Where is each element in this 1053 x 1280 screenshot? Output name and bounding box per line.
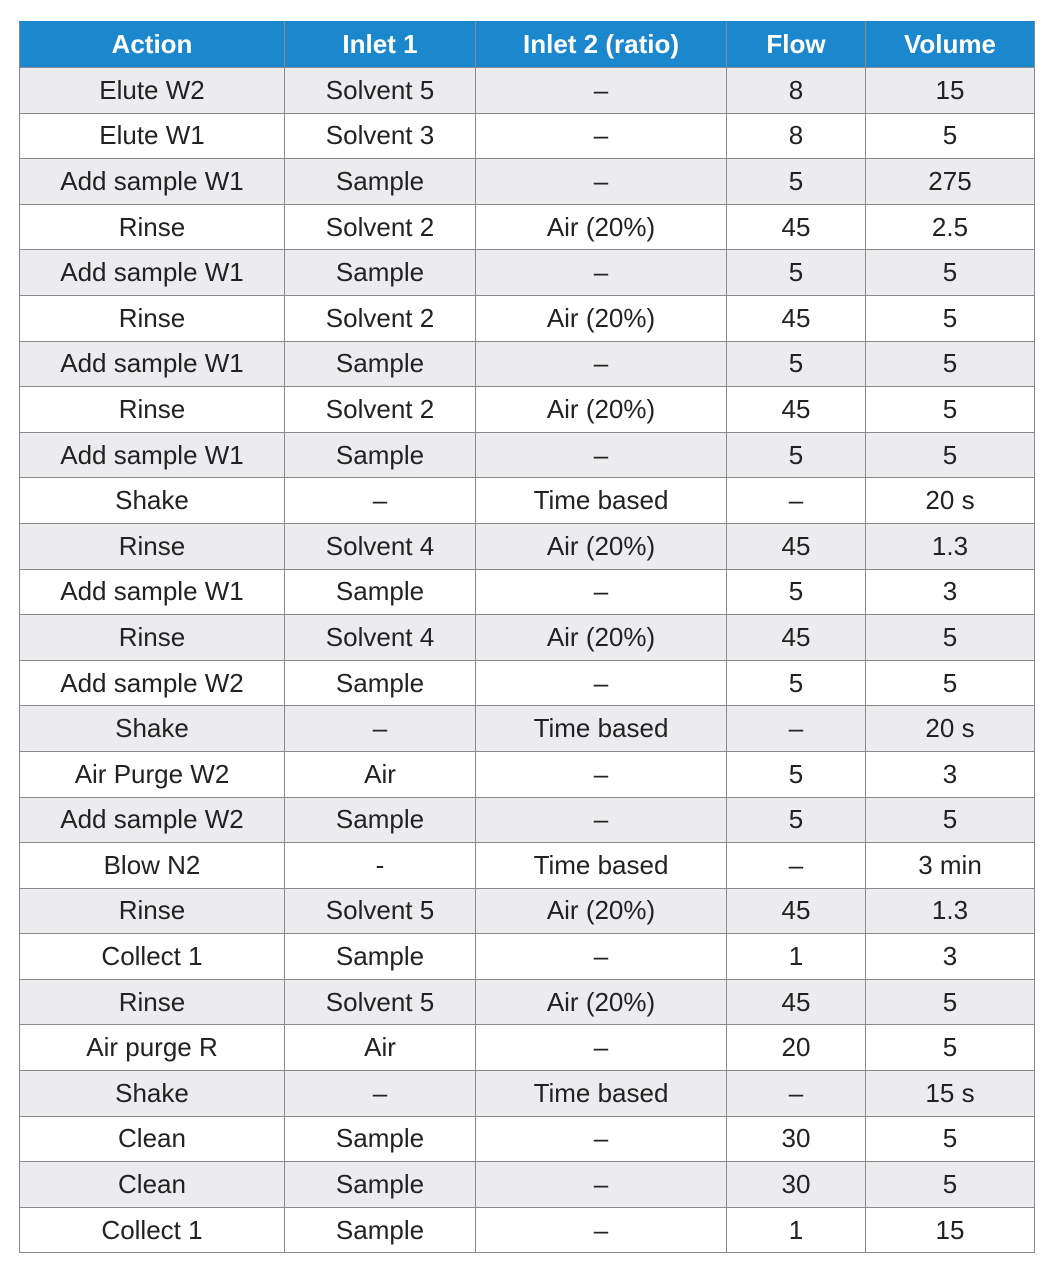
- volume-cell: 275: [866, 159, 1035, 205]
- volume-cell: 5: [866, 250, 1035, 296]
- volume-cell: 5: [866, 1025, 1035, 1071]
- method-table-container: [19, 21, 1035, 1253]
- inlet-1-cell: Sample: [285, 432, 476, 478]
- action-cell: Rinse: [20, 295, 285, 341]
- flow-cell: –: [727, 478, 866, 524]
- inlet-1-cell: Sample: [285, 250, 476, 296]
- volume-cell: 3 min: [866, 843, 1035, 889]
- volume-cell: 3: [866, 934, 1035, 980]
- inlet-2-cell: –: [476, 68, 727, 114]
- table-row: [20, 478, 1035, 524]
- volume-cell: 5: [866, 387, 1035, 433]
- inlet-2-cell: Air (20%): [476, 523, 727, 569]
- inlet-2-cell: –: [476, 660, 727, 706]
- inlet-2-cell: Air (20%): [476, 295, 727, 341]
- volume-cell: 5: [866, 341, 1035, 387]
- action-cell: Clean: [20, 1116, 285, 1162]
- table-row: [20, 250, 1035, 296]
- flow-cell: 5: [727, 341, 866, 387]
- inlet-1-cell: Solvent 5: [285, 68, 476, 114]
- table-body: [20, 68, 1035, 1253]
- table-row: [20, 1162, 1035, 1208]
- flow-cell: 20: [727, 1025, 866, 1071]
- table-row: [20, 569, 1035, 615]
- flow-cell: –: [727, 1071, 866, 1117]
- action-cell: Blow N2: [20, 843, 285, 889]
- volume-cell: 5: [866, 797, 1035, 843]
- inlet-2-cell: –: [476, 341, 727, 387]
- inlet-2-cell: –: [476, 751, 727, 797]
- table-row: [20, 843, 1035, 889]
- action-cell: Elute W1: [20, 113, 285, 159]
- volume-cell: 15: [866, 68, 1035, 114]
- inlet-1-cell: Air: [285, 751, 476, 797]
- inlet-1-cell: Sample: [285, 934, 476, 980]
- flow-cell: 8: [727, 68, 866, 114]
- header-action: Action: [20, 22, 285, 68]
- flow-cell: 30: [727, 1116, 866, 1162]
- action-cell: Add sample W1: [20, 432, 285, 478]
- volume-cell: 1.3: [866, 523, 1035, 569]
- method-steps-table: [19, 21, 1035, 1253]
- table-row: [20, 797, 1035, 843]
- inlet-2-cell: –: [476, 1025, 727, 1071]
- flow-cell: 30: [727, 1162, 866, 1208]
- header-volume: Volume: [866, 22, 1035, 68]
- volume-cell: 5: [866, 660, 1035, 706]
- flow-cell: 8: [727, 113, 866, 159]
- inlet-2-cell: Air (20%): [476, 387, 727, 433]
- inlet-2-cell: –: [476, 797, 727, 843]
- action-cell: Add sample W2: [20, 797, 285, 843]
- action-cell: Add sample W2: [20, 660, 285, 706]
- inlet-1-cell: Solvent 2: [285, 387, 476, 433]
- inlet-1-cell: Sample: [285, 341, 476, 387]
- volume-cell: 5: [866, 295, 1035, 341]
- inlet-2-cell: Time based: [476, 1071, 727, 1117]
- flow-cell: 5: [727, 159, 866, 205]
- inlet-1-cell: Solvent 5: [285, 979, 476, 1025]
- inlet-1-cell: Sample: [285, 660, 476, 706]
- flow-cell: 5: [727, 660, 866, 706]
- volume-cell: 5: [866, 432, 1035, 478]
- inlet-1-cell: Sample: [285, 569, 476, 615]
- header-inlet-1: Inlet 1: [285, 22, 476, 68]
- flow-cell: 45: [727, 979, 866, 1025]
- table-row: [20, 979, 1035, 1025]
- table-row: [20, 1071, 1035, 1117]
- inlet-1-cell: -: [285, 843, 476, 889]
- action-cell: Shake: [20, 706, 285, 752]
- inlet-2-cell: Air (20%): [476, 888, 727, 934]
- table-row: [20, 387, 1035, 433]
- inlet-2-cell: –: [476, 1207, 727, 1253]
- inlet-1-cell: Sample: [285, 1207, 476, 1253]
- action-cell: Add sample W1: [20, 250, 285, 296]
- table-row: [20, 888, 1035, 934]
- action-cell: Rinse: [20, 615, 285, 661]
- volume-cell: 5: [866, 1162, 1035, 1208]
- action-cell: Rinse: [20, 523, 285, 569]
- action-cell: Rinse: [20, 387, 285, 433]
- table-row: [20, 432, 1035, 478]
- inlet-2-cell: –: [476, 159, 727, 205]
- flow-cell: 45: [727, 615, 866, 661]
- inlet-1-cell: Solvent 2: [285, 295, 476, 341]
- table-row: [20, 204, 1035, 250]
- flow-cell: 1: [727, 1207, 866, 1253]
- table-row: [20, 523, 1035, 569]
- flow-cell: 5: [727, 250, 866, 296]
- inlet-2-cell: –: [476, 250, 727, 296]
- table-row: [20, 615, 1035, 661]
- action-cell: Shake: [20, 1071, 285, 1117]
- header-flow: Flow: [727, 22, 866, 68]
- inlet-1-cell: Solvent 4: [285, 615, 476, 661]
- inlet-1-cell: –: [285, 478, 476, 524]
- action-cell: Air purge R: [20, 1025, 285, 1071]
- volume-cell: 2.5: [866, 204, 1035, 250]
- volume-cell: 5: [866, 979, 1035, 1025]
- table-row: [20, 295, 1035, 341]
- action-cell: Clean: [20, 1162, 285, 1208]
- table-row: [20, 68, 1035, 114]
- table-row: [20, 934, 1035, 980]
- flow-cell: 45: [727, 387, 866, 433]
- inlet-1-cell: –: [285, 1071, 476, 1117]
- volume-cell: 20 s: [866, 706, 1035, 752]
- table-row: [20, 660, 1035, 706]
- flow-cell: –: [727, 706, 866, 752]
- table-row: [20, 751, 1035, 797]
- table-row: [20, 159, 1035, 205]
- action-cell: Rinse: [20, 979, 285, 1025]
- volume-cell: 15 s: [866, 1071, 1035, 1117]
- table-header-row: [20, 22, 1035, 68]
- table-row: [20, 113, 1035, 159]
- inlet-2-cell: Time based: [476, 478, 727, 524]
- flow-cell: 45: [727, 204, 866, 250]
- inlet-2-cell: –: [476, 569, 727, 615]
- action-cell: Elute W2: [20, 68, 285, 114]
- table-row: [20, 1116, 1035, 1162]
- flow-cell: 1: [727, 934, 866, 980]
- inlet-2-cell: Time based: [476, 843, 727, 889]
- action-cell: Add sample W1: [20, 341, 285, 387]
- table-row: [20, 1207, 1035, 1253]
- action-cell: Air Purge W2: [20, 751, 285, 797]
- inlet-1-cell: –: [285, 706, 476, 752]
- volume-cell: 5: [866, 1116, 1035, 1162]
- volume-cell: 3: [866, 751, 1035, 797]
- flow-cell: 45: [727, 888, 866, 934]
- action-cell: Collect 1: [20, 1207, 285, 1253]
- volume-cell: 15: [866, 1207, 1035, 1253]
- volume-cell: 5: [866, 615, 1035, 661]
- table-row: [20, 341, 1035, 387]
- action-cell: Add sample W1: [20, 159, 285, 205]
- action-cell: Add sample W1: [20, 569, 285, 615]
- volume-cell: 20 s: [866, 478, 1035, 524]
- inlet-1-cell: Solvent 3: [285, 113, 476, 159]
- action-cell: Collect 1: [20, 934, 285, 980]
- inlet-2-cell: –: [476, 1162, 727, 1208]
- inlet-1-cell: Sample: [285, 159, 476, 205]
- inlet-2-cell: Air (20%): [476, 979, 727, 1025]
- inlet-1-cell: Solvent 2: [285, 204, 476, 250]
- action-cell: Rinse: [20, 204, 285, 250]
- inlet-2-cell: Air (20%): [476, 615, 727, 661]
- header-inlet-2-ratio: Inlet 2 (ratio): [476, 22, 727, 68]
- inlet-2-cell: –: [476, 934, 727, 980]
- flow-cell: 5: [727, 797, 866, 843]
- inlet-2-cell: Air (20%): [476, 204, 727, 250]
- flow-cell: 45: [727, 295, 866, 341]
- table-row: [20, 706, 1035, 752]
- inlet-2-cell: Time based: [476, 706, 727, 752]
- inlet-1-cell: Sample: [285, 797, 476, 843]
- action-cell: Shake: [20, 478, 285, 524]
- flow-cell: 5: [727, 569, 866, 615]
- inlet-2-cell: –: [476, 1116, 727, 1162]
- action-cell: Rinse: [20, 888, 285, 934]
- inlet-2-cell: –: [476, 113, 727, 159]
- inlet-1-cell: Air: [285, 1025, 476, 1071]
- flow-cell: 5: [727, 751, 866, 797]
- table-row: [20, 1025, 1035, 1071]
- inlet-1-cell: Sample: [285, 1162, 476, 1208]
- volume-cell: 5: [866, 113, 1035, 159]
- inlet-1-cell: Solvent 4: [285, 523, 476, 569]
- inlet-2-cell: –: [476, 432, 727, 478]
- inlet-1-cell: Solvent 5: [285, 888, 476, 934]
- flow-cell: 5: [727, 432, 866, 478]
- flow-cell: 45: [727, 523, 866, 569]
- volume-cell: 1.3: [866, 888, 1035, 934]
- flow-cell: –: [727, 843, 866, 889]
- volume-cell: 3: [866, 569, 1035, 615]
- inlet-1-cell: Sample: [285, 1116, 476, 1162]
